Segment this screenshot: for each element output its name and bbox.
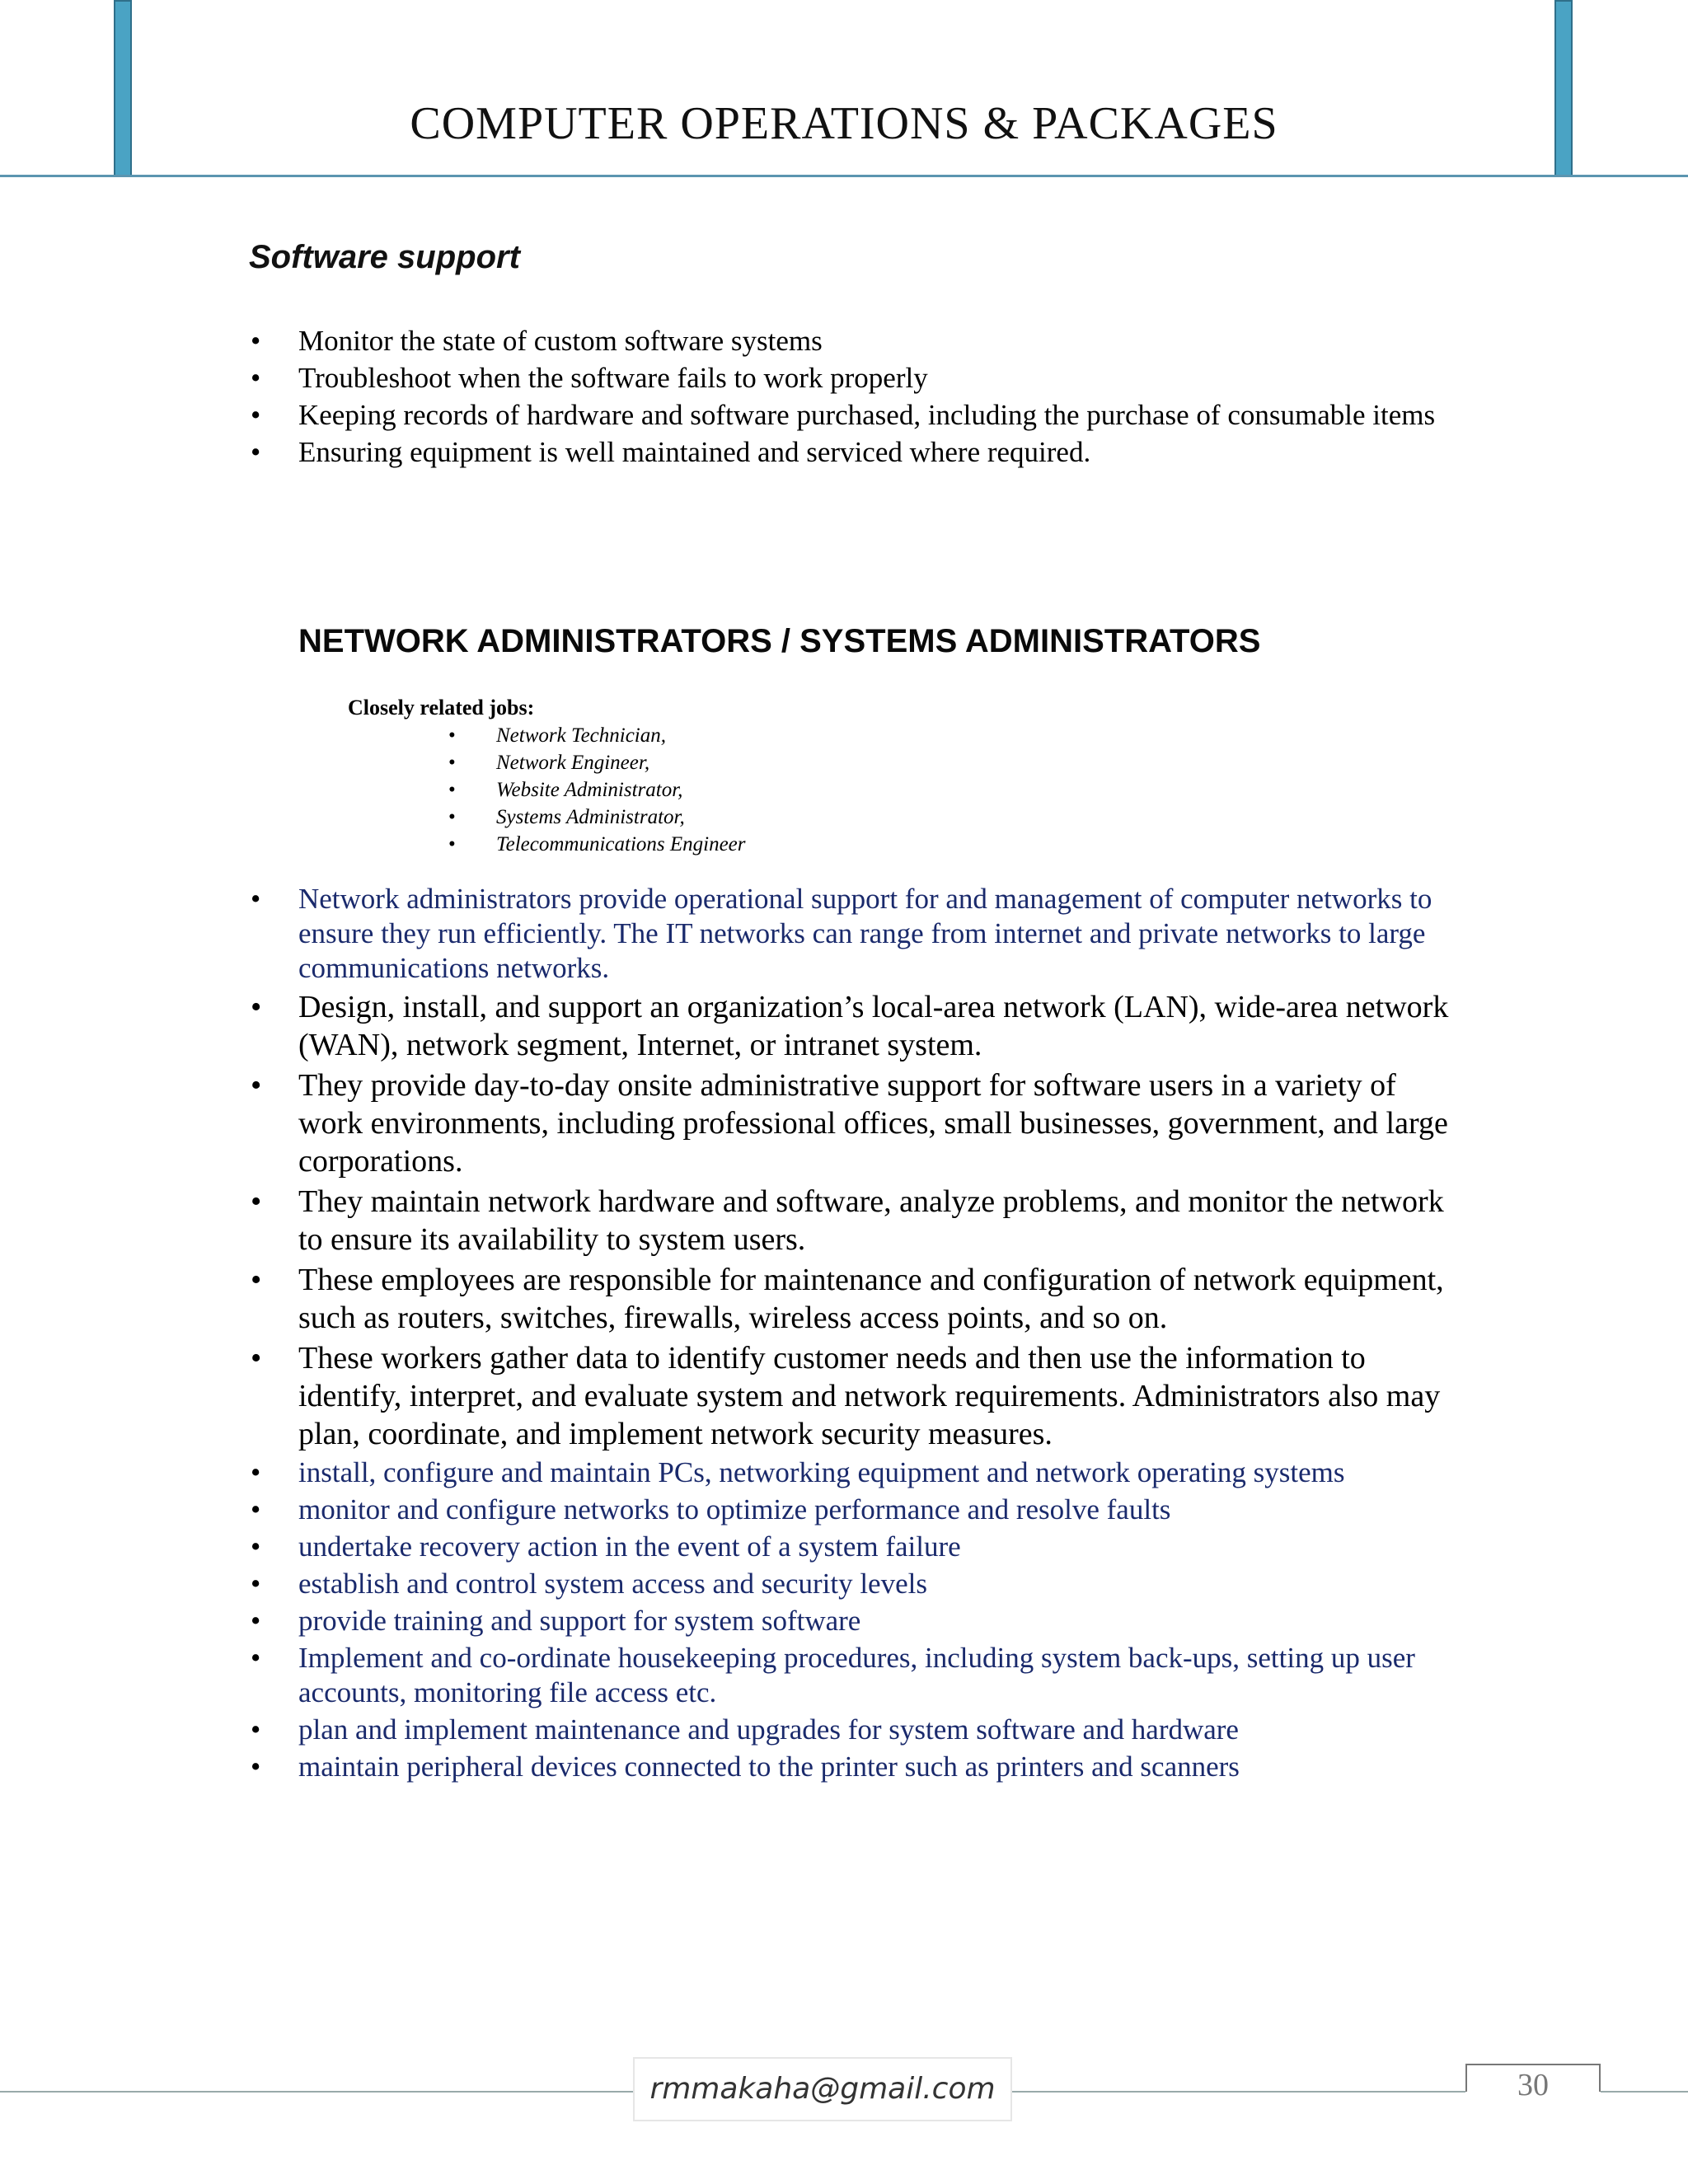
header-rule — [0, 175, 1688, 177]
related-jobs-list — [448, 722, 746, 858]
list-item: • These workers gather data to identify customer needs and then use the information to identify, interpret, and evaluate system and network requirements. Administrators also may plan, coordinate, and implement network security measures. — [251, 1341, 1441, 1451]
software-support-list — [251, 323, 1452, 471]
bullet-icon: • — [448, 779, 456, 801]
bullet-icon: • — [251, 990, 262, 1024]
list-item: • install, configure and maintain PCs, networking equipment and network operating systems — [251, 1456, 1345, 1488]
list-item: • Monitor the state of custom software systems — [251, 325, 823, 357]
bullet-icon: • — [251, 399, 261, 431]
bullet-icon: • — [251, 1263, 262, 1297]
footer-rule-right — [1012, 2091, 1465, 2093]
software-support-heading: Software support — [249, 239, 520, 275]
bullet-icon: • — [448, 724, 456, 747]
list-item: • establish and control system access and security levels — [251, 1568, 927, 1600]
list-item: • Network administrators provide operational support for and management of computer networks to ensure they run efficiently. The IT networks can range from internet and private networks to large communications networks. — [251, 883, 1432, 984]
list-item: • Website Administrator, — [496, 776, 746, 804]
bullet-icon: • — [448, 806, 456, 828]
bullet-icon: • — [251, 436, 261, 468]
list-item: • Systems Administrator, — [496, 804, 746, 831]
bullet-icon: • — [251, 1713, 261, 1746]
bullet-icon: • — [251, 325, 261, 357]
footer-rule-left — [0, 2091, 635, 2093]
list-item: • monitor and configure networks to optimize performance and resolve faults — [251, 1493, 1171, 1526]
list-item: • Troubleshoot when the software fails to work properly — [251, 362, 928, 394]
bullet-icon: • — [251, 883, 261, 915]
list-item: • plan and implement maintenance and upgrades for system software and hardware — [251, 1713, 1239, 1746]
list-item: • Network Technician, — [496, 722, 746, 749]
list-item: • maintain peripheral devices connected to the printer such as printers and scanners — [251, 1750, 1240, 1783]
bullet-icon: • — [251, 1341, 262, 1376]
bullet-icon: • — [251, 1750, 261, 1783]
bullet-icon: • — [448, 752, 456, 774]
page-header-title: COMPUTER OPERATIONS & PACKAGES — [410, 98, 1278, 149]
bullet-icon: • — [251, 1605, 261, 1637]
bullet-icon: • — [251, 362, 261, 394]
page-number: 30 — [1517, 2068, 1549, 2102]
list-item: • Network Engineer, — [496, 749, 746, 776]
bullet-icon: • — [251, 1568, 261, 1600]
network-admins-heading: NETWORK ADMINISTRATORS / SYSTEMS ADMINISTRATORS — [298, 623, 1261, 659]
list-item: • These employees are responsible for maintenance and configuration of network equipment, such as routers, switches, firewalls, wireless access points, and so on. — [251, 1263, 1444, 1335]
list-item: • undertake recovery action in the event of a system failure — [251, 1530, 961, 1563]
list-item: • They provide day-to-day onsite administrative support for software users in a variety of work environments, including professional offices, small businesses, government, and large corporations. — [251, 1068, 1448, 1179]
list-item: • Keeping records of hardware and software purchased, including the purchase of consumable items — [251, 399, 1436, 431]
list-item: • They maintain network hardware and software, analyze problems, and monitor the network to ensure its availability to system users. — [251, 1184, 1444, 1257]
bullet-icon: • — [448, 833, 456, 855]
network-duties-list — [251, 882, 1452, 1787]
bullet-icon: • — [251, 1493, 261, 1526]
list-item: • provide training and support for system software — [251, 1605, 861, 1637]
related-jobs-label: Closely related jobs: — [348, 696, 535, 719]
bullet-icon: • — [251, 1184, 262, 1219]
list-item: • Implement and co-ordinate housekeeping procedures, including system back-ups, setting up user accounts, monitoring file access etc. — [251, 1642, 1415, 1708]
footer-rule-far-right — [1601, 2091, 1688, 2093]
footer-email: rmmakaha@gmail.com — [633, 2057, 1012, 2121]
bullet-icon: • — [251, 1530, 261, 1563]
list-item: • Ensuring equipment is well maintained and serviced where required. — [251, 436, 1091, 468]
bullet-icon: • — [251, 1642, 261, 1674]
list-item: • Telecommunications Engineer — [496, 831, 746, 858]
list-item: • Design, install, and support an organization’s local-area network (LAN), wide-area network (WAN), network segment, Internet, or intranet system. — [251, 990, 1449, 1062]
bullet-icon: • — [251, 1068, 262, 1103]
bullet-icon: • — [251, 1456, 261, 1488]
